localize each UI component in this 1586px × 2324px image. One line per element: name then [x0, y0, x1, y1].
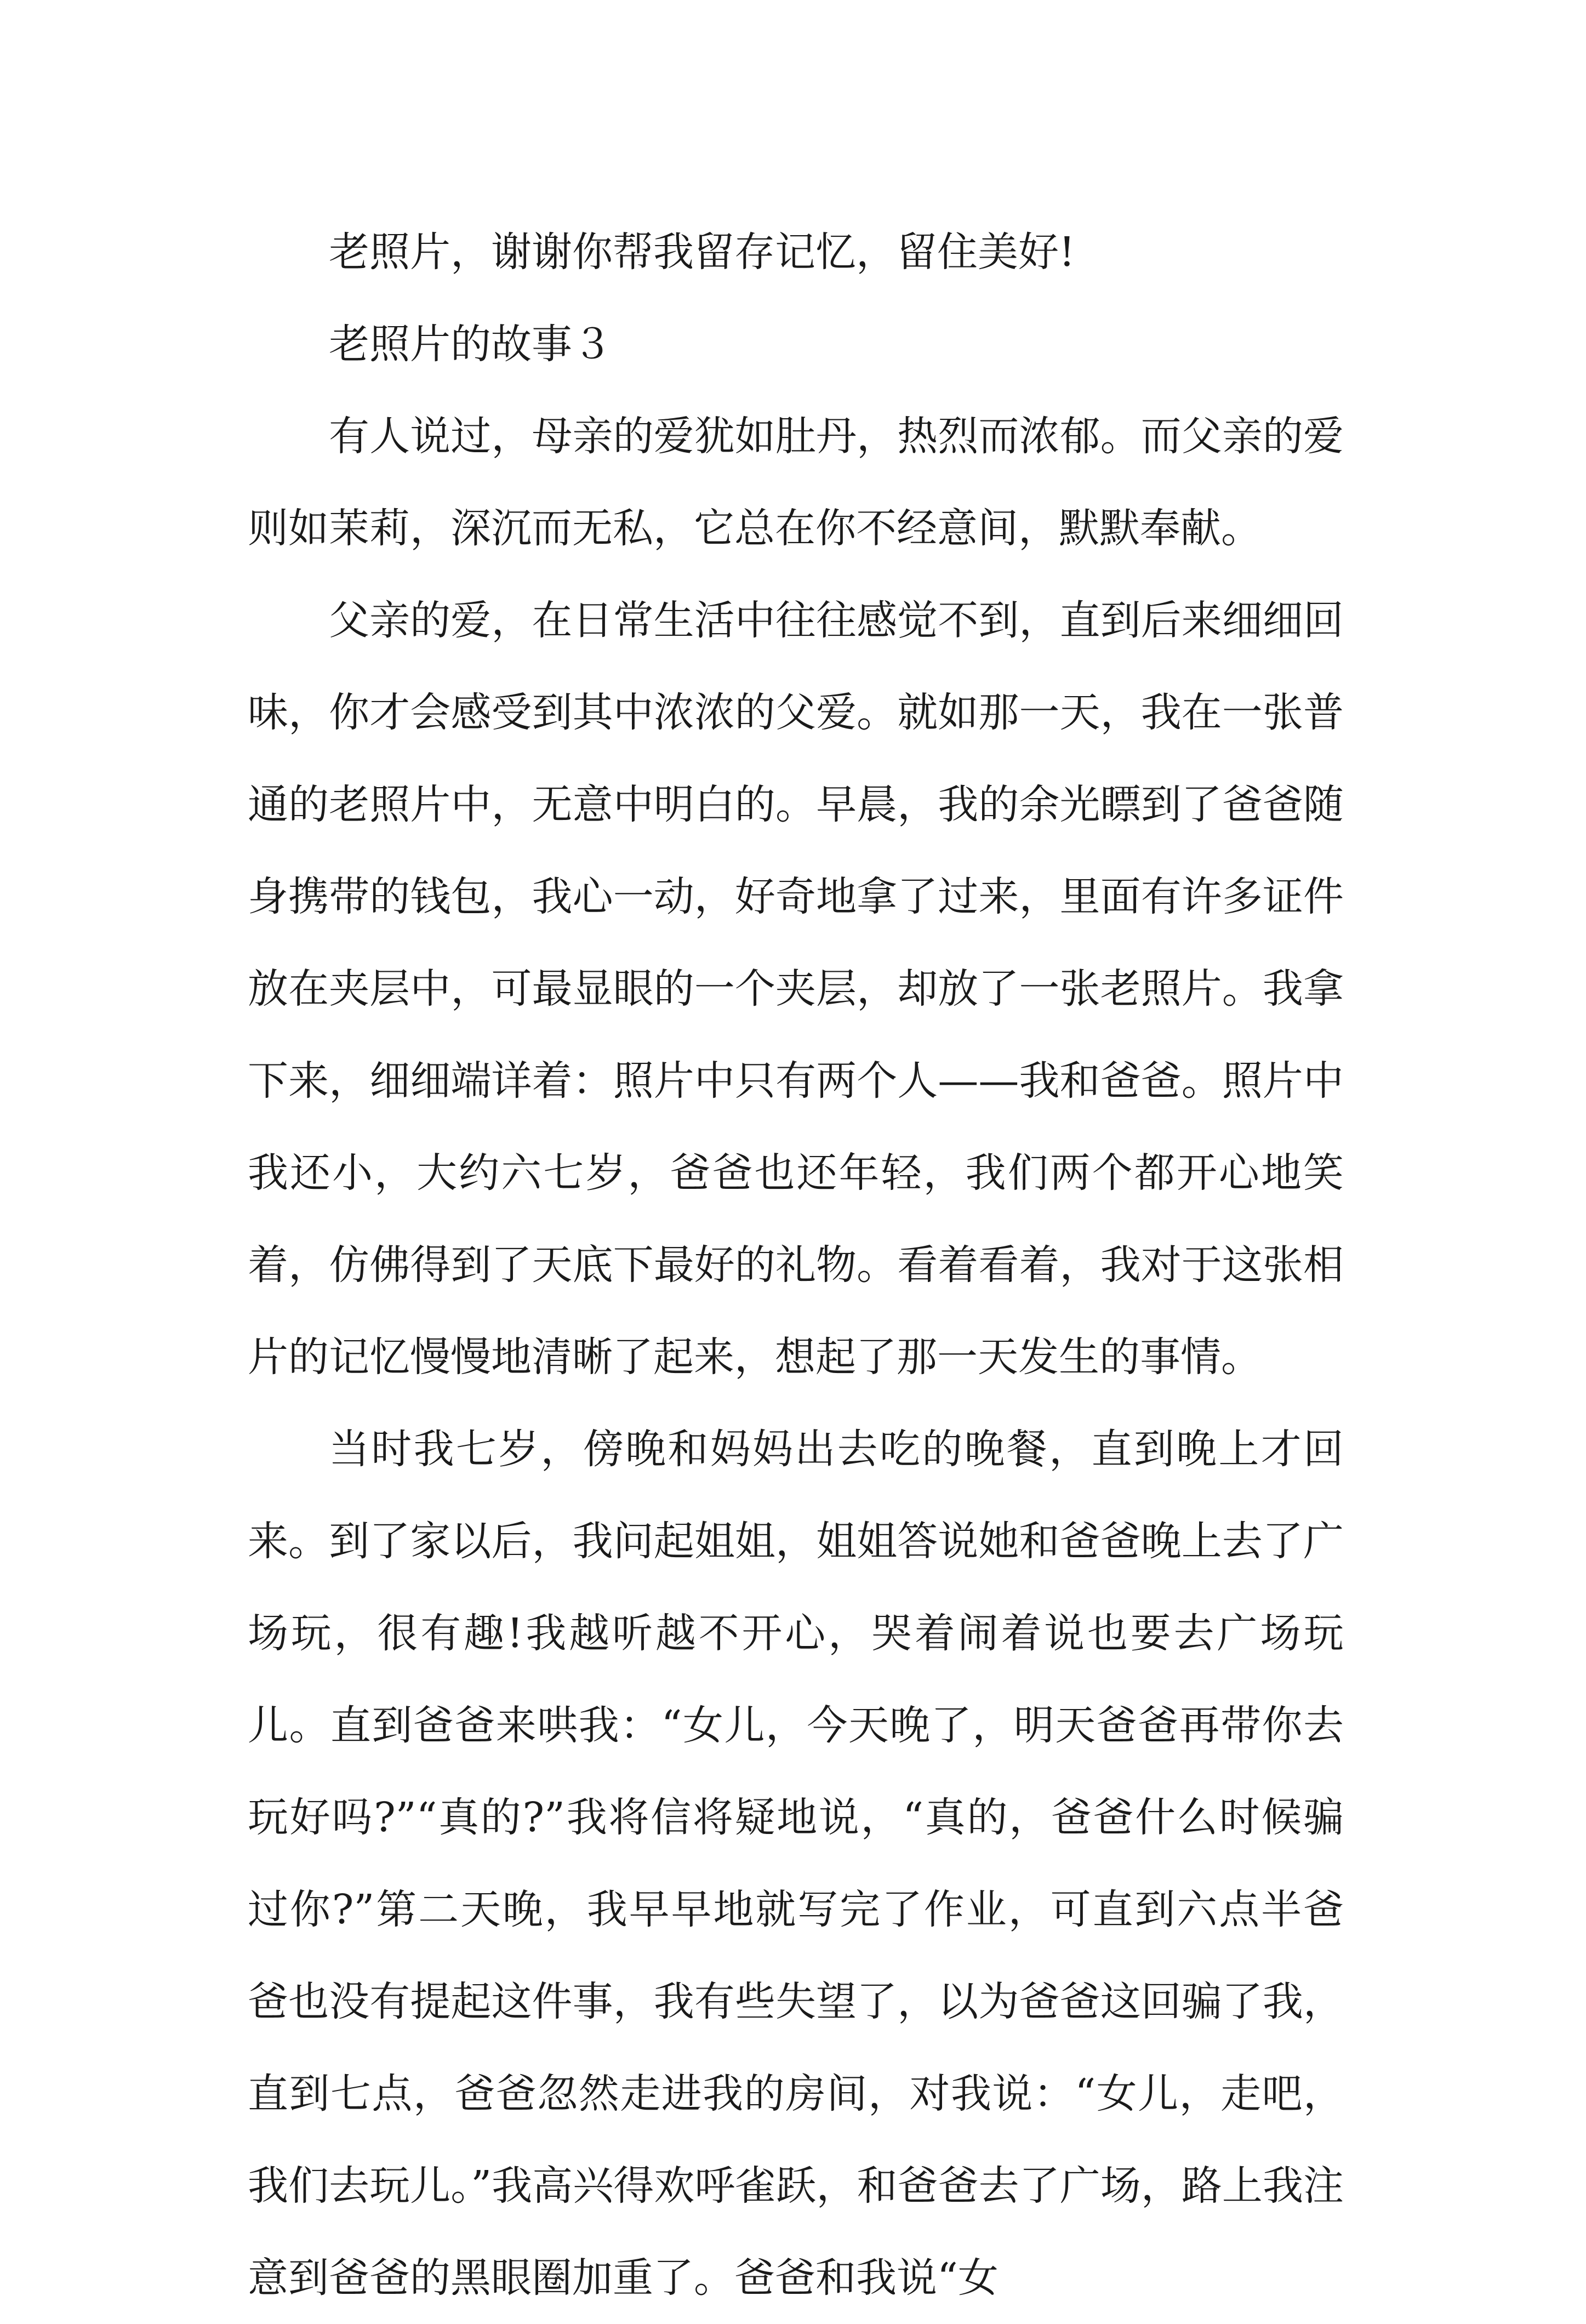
document-body	[248, 206, 1344, 2324]
section-heading: 老照片的故事３	[329, 321, 613, 368]
paragraph-intro: 有人说过，母亲的爱犹如肚丹，热烈而浓郁。而父亲的爱则如茉莉，深沉而无私，它总在你不经意间，默默奉献。	[248, 413, 1344, 552]
paragraph-photo-memory: 父亲的爱，在日常生活中往往感觉不到，直到后来细细回味，你才会感受到其中浓浓的父爱。就如那一天，我在一张普通的老照片中，无意中明白的。早晨，我的余光瞟到了爸爸随身携带的钱包，我心一动，好奇地拿了过来，里面有许多证件放在夹层中，可最显眼的一个夹层，却放了一张老照片。我拿下来，细细端详着：照片中只有两个人——我和爸爸。照片中我还小，大约六七岁，爸爸也还年轻，我们两个都开心地笑着，仿佛得到了天底下最好的礼物。看着看着，我对于这张相片的记忆慢慢地清晰了起来，想起了那一天发生的事情。	[248, 597, 1344, 1381]
paragraph-story: 当时我七岁，傍晚和妈妈出去吃的晚餐，直到晚上才回来。到了家以后，我问起姐姐，姐姐答说她和爸爸晚上去了广场玩，很有趣!我越听越不开心，哭着闹着说也要去广场玩儿。直到爸爸来哄我：“女儿，今天晚了，明天爸爸再带你去玩好吗?”“真的?”我将信将疑地说，“真的，爸爸什么时候骗过你?”第二天晚，我早早地就写完了作业，可直到六点半爸爸也没有提起这件事，我有些失望了，以为爸爸这回骗了我，直到七点，爸爸忽然走进我的房间，对我说：“女儿，走吧，我们去玩儿。”我高兴得欢呼雀跃，和爸爸去了广场，路上我注意到爸爸的黑眼圈加重了。爸爸和我说“女	[248, 1426, 1344, 2302]
paragraph-closing-line: 老照片，谢谢你帮我留存记忆，留住美好!	[329, 229, 1075, 276]
